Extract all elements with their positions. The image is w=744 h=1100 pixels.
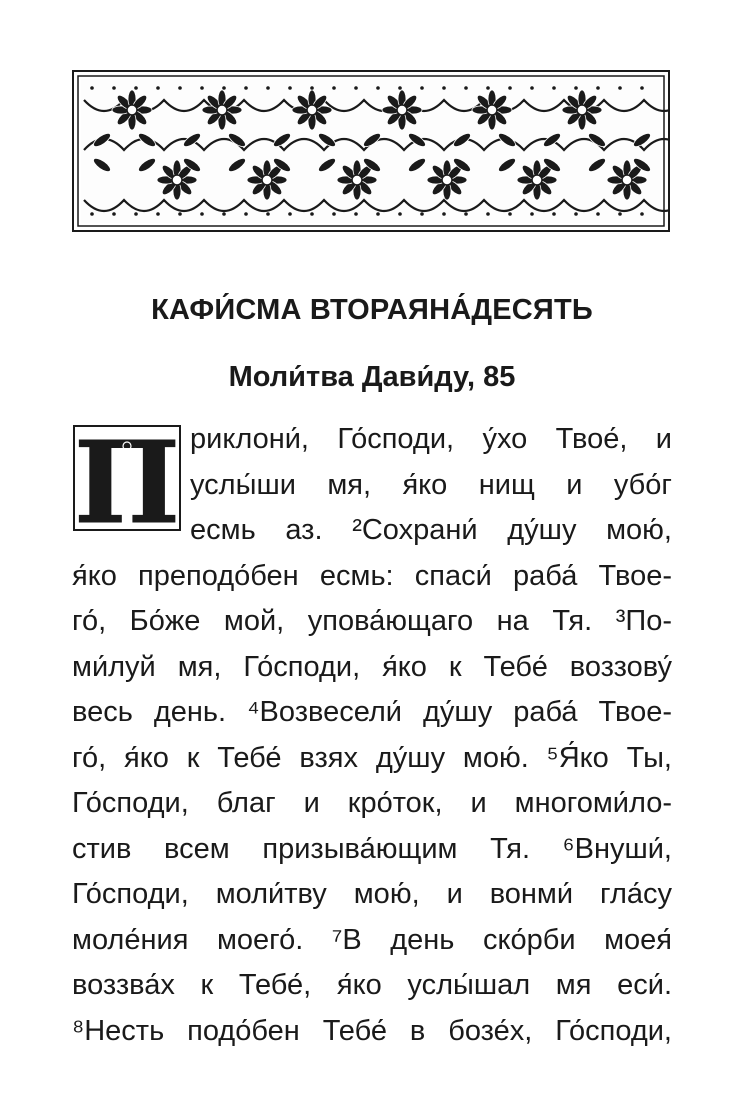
text-line: моле́ния моего́. ⁷В день ско́рби моея́ xyxy=(72,923,672,956)
text-line: воззва́х к Тебе́, я́ко услы́шал мя еси́. xyxy=(72,969,672,1001)
text-line: го́, Бо́же мой, упова́ющаго на Тя. ³По- xyxy=(72,605,672,637)
text-line: услы́ши мя, я́ко нищ и убо́г xyxy=(190,468,672,501)
text-line: я́ко преподо́бен есмь: спаси́ раба́ Твое- xyxy=(72,559,672,592)
kathisma-title: КАФИ́СМА ВТОРАЯНА́ДЕСЯТЬ xyxy=(151,294,593,326)
psalm-title: Моли́тва Дави́ду, 85 xyxy=(228,361,516,393)
floral-headpiece-ornament xyxy=(72,70,670,232)
text-line: стив всем призыва́ющим Тя. ⁶Внуши́, xyxy=(72,832,672,865)
text-line: весь день. ⁴Возвесели́ ду́шу раба́ Твое- xyxy=(72,696,672,728)
text-line: есмь аз. ²Сохрани́ ду́шу мою́, xyxy=(190,514,672,546)
text-line: риклони́, Го́споди, у́хо Твое́, и xyxy=(190,423,672,455)
text-line: Го́споди, благ и кро́ток, и многоми́ло- xyxy=(72,787,672,819)
svg-text:П: П xyxy=(74,424,180,532)
floral-ornament-icon xyxy=(72,70,670,232)
text-line: ⁸Несть подо́бен Тебе́ в бозе́х, Го́споди, xyxy=(72,1014,672,1047)
text-line: ми́луй мя, Го́споди, я́ко к Тебе́ воззову́ xyxy=(72,650,672,683)
drop-cap-icon xyxy=(72,424,182,532)
text-line: Го́споди, моли́тву мою́, и вонми́ гла́су xyxy=(72,878,672,910)
drop-cap-initial xyxy=(72,424,182,532)
text-line: го́, я́ко к Тебе́ взях ду́шу мою́. ⁵Я́ко Ты, xyxy=(72,741,672,774)
